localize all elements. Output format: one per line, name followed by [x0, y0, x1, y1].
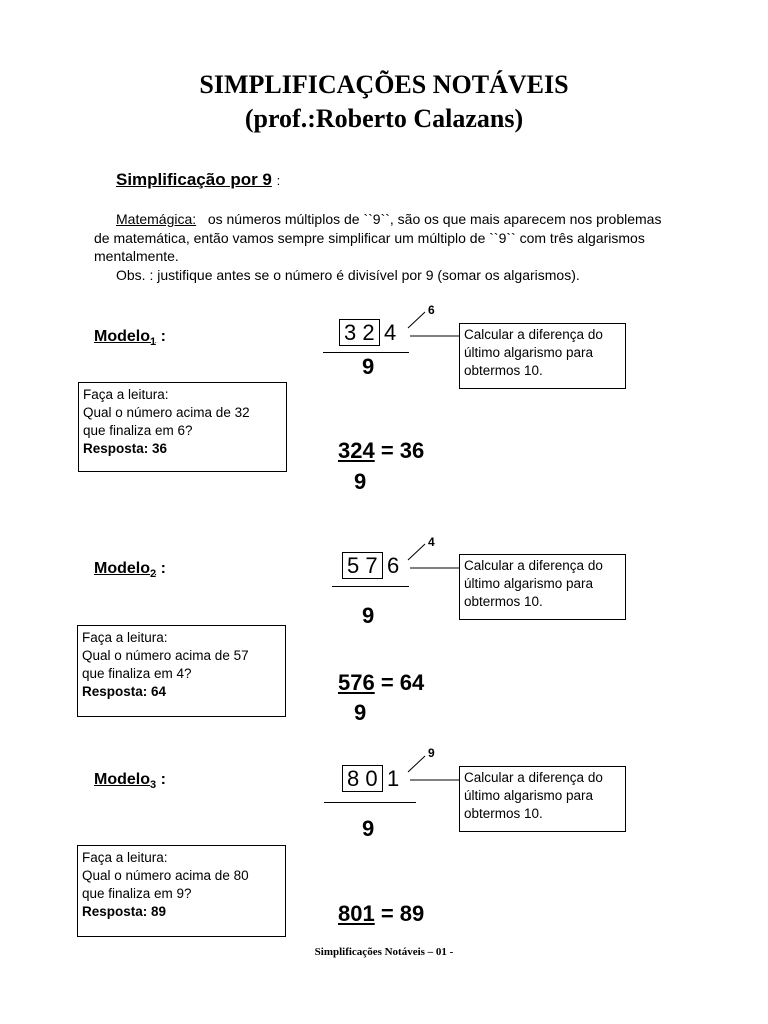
model-3-sub: 3 — [150, 779, 157, 792]
model-3-division-line — [324, 802, 416, 803]
model-2-label-text: Modelo — [94, 560, 150, 577]
model-2-leitura-line-3: que finaliza em 4? — [82, 666, 192, 681]
model-3-leitura-box — [77, 845, 286, 937]
model-2-result-denominator: 9 — [354, 700, 367, 725]
model-3-colon: : — [160, 771, 166, 788]
model-1-leitura-line-1: Faça a leitura: — [83, 387, 169, 402]
model-2-note-line-2: último algarismo para — [464, 576, 594, 591]
model-1-leitura-line-2: Qual o número acima de 32 — [83, 405, 250, 420]
model-3-note-line-2: último algarismo para — [464, 788, 594, 803]
model-3-leitura-line-3: que finaliza em 9? — [82, 886, 192, 901]
model-2-boxed-digits: 5 7 — [342, 552, 383, 579]
intro-obs: Obs. : justifique antes se o número é divisível por 9 (somar os algarismos). — [116, 267, 580, 283]
model-1-last-digit: 4 — [384, 320, 397, 345]
model-2-note-line-1: Calcular a diferença do — [464, 558, 603, 573]
intro-line-3: mentalmente. — [94, 248, 179, 264]
page-footer: Simplificações Notáveis – 01 - — [314, 946, 454, 958]
model-3-note-line-3: obtermos 10. — [464, 806, 543, 821]
model-3-result-equals: = 89 — [374, 901, 425, 926]
model-1-boxed-digits: 3 2 — [339, 319, 380, 346]
model-1-note-line-3: obtermos 10. — [464, 363, 543, 378]
model-1-divisor: 9 — [362, 354, 375, 379]
document-title: SIMPLIFICAÇÕES NOTÁVEIS — [199, 70, 569, 99]
model-1-note-line-1: Calcular a diferença do — [464, 327, 603, 342]
model-3-divisor: 9 — [362, 816, 375, 841]
model-3-note — [459, 766, 626, 832]
model-3-complement: 9 — [428, 746, 435, 760]
model-3-boxed-digits: 8 0 — [342, 765, 383, 792]
model-1-note-line-2: último algarismo para — [464, 345, 594, 360]
document-subtitle: (prof.:Roberto Calazans) — [244, 104, 524, 133]
model-3-leitura-line-2: Qual o número acima de 80 — [82, 868, 249, 883]
model-3-result-numerator: 801 — [338, 901, 375, 926]
section-heading-colon: : — [276, 173, 281, 188]
model-2-resposta: Resposta: 64 — [82, 684, 167, 699]
model-1-label-text: Modelo — [94, 328, 150, 345]
model-1-colon: : — [160, 328, 166, 345]
model-2-colon: : — [160, 560, 166, 577]
model-3-note-line-1: Calcular a diferença do — [464, 770, 603, 785]
model-2-divisor: 9 — [362, 603, 375, 628]
intro-line1-rest: os números múltiplos de ``9``, são os que mais aparecem nos problemas — [196, 211, 662, 227]
model-2-result-equals: = 64 — [374, 670, 425, 695]
model-2-complement: 4 — [428, 535, 435, 549]
model-3-label-text: Modelo — [94, 771, 150, 788]
model-2-leitura-line-2: Qual o número acima de 57 — [82, 648, 249, 663]
model-2-result-numerator: 576 — [338, 670, 375, 695]
section-heading-text: Simplificação por 9 — [116, 170, 272, 189]
intro-line-2: de matemática, então vamos sempre simplificar um múltiplo de ``9`` com três algarismos — [94, 230, 645, 246]
model-3-result — [338, 901, 424, 927]
model-3-slash-line — [408, 756, 425, 772]
model-2-leitura-line-1: Faça a leitura: — [82, 630, 168, 645]
model-2-note-line-3: obtermos 10. — [464, 594, 543, 609]
model-2-last-digit: 6 — [387, 553, 400, 578]
model-1-complement: 6 — [428, 303, 435, 317]
model-1-sub: 1 — [150, 336, 157, 349]
model-1-resposta: Resposta: 36 — [83, 441, 168, 456]
model-1-result-numerator: 324 — [338, 438, 375, 463]
model-2-sub: 2 — [150, 568, 157, 581]
model-3-last-digit: 1 — [387, 766, 400, 791]
model-1-leitura-line-3: que finaliza em 6? — [83, 423, 193, 438]
model-3-resposta: Resposta: 89 — [82, 904, 167, 919]
intro-label: Matemágica: — [116, 211, 197, 227]
model-1-result-equals: = 36 — [374, 438, 425, 463]
model-1-result-denominator: 9 — [354, 469, 367, 494]
model-3-leitura-line-1: Faça a leitura: — [82, 850, 168, 865]
